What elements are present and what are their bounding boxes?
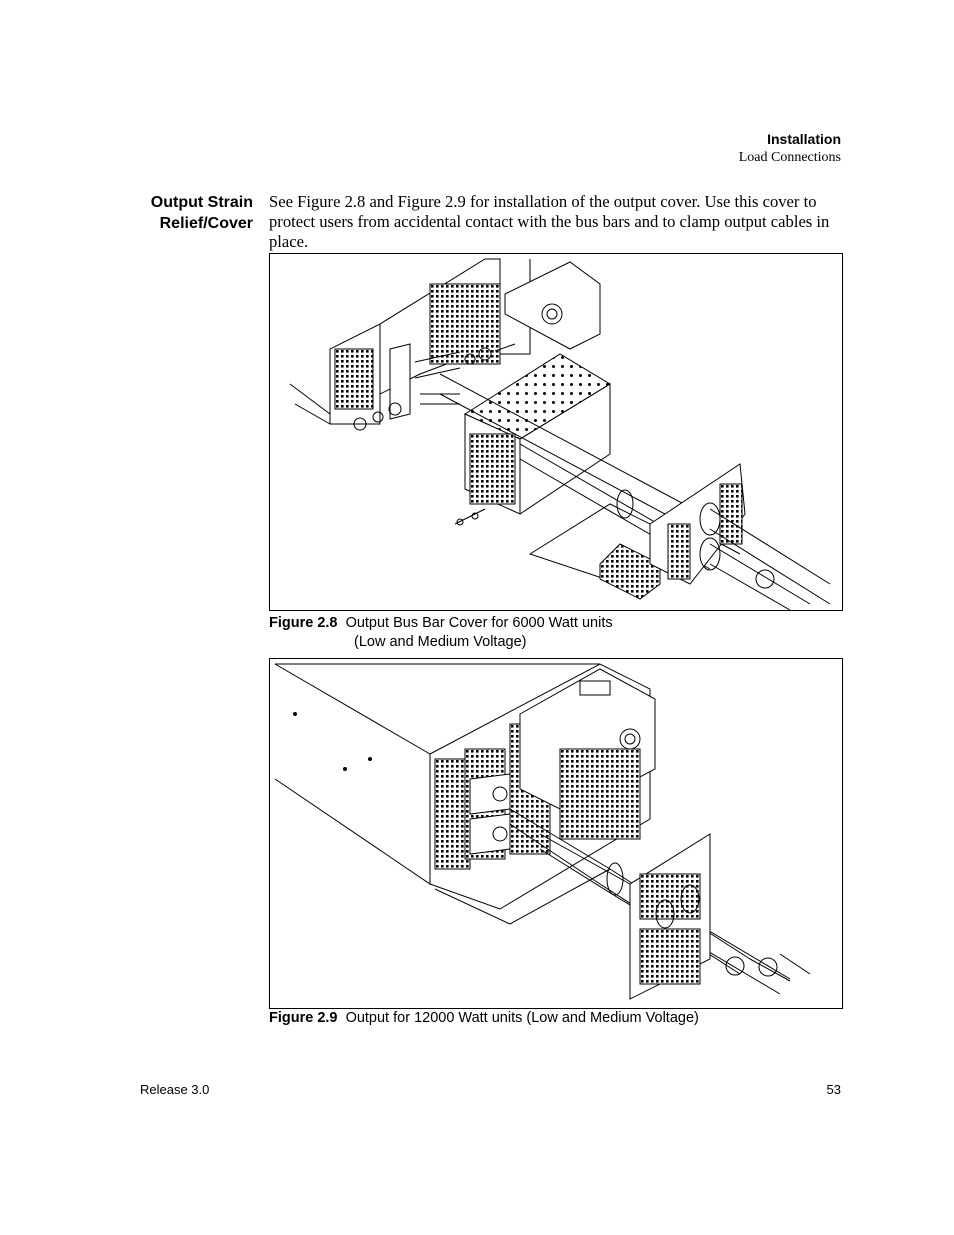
page-number: 53 xyxy=(826,1082,841,1097)
figure-2-8-caption-text: Output Bus Bar Cover for 6000 Watt units xyxy=(345,615,613,631)
bus-bar-cover-drawing xyxy=(270,254,842,610)
figure-2-8-caption-line2: (Low and Medium Voltage) xyxy=(354,634,527,650)
running-header-section: Installation xyxy=(767,131,841,147)
side-heading-line1: Output Strain xyxy=(150,194,253,211)
figure-2-9-illustration xyxy=(269,658,843,1009)
footer-release: Release 3.0 xyxy=(140,1082,210,1097)
running-header-subsection: Load Connections xyxy=(738,150,841,165)
figure-2-8-label: Figure 2.8 xyxy=(269,615,338,631)
side-heading-line2: Relief/Cover xyxy=(159,215,253,232)
body-paragraph: See Figure 2.8 and Figure 2.9 for installation of the output cover. Use this cover to protect users from accidental contact with the bus bars and to clamp output cables in place. xyxy=(269,192,830,251)
output-12000w-drawing xyxy=(270,659,842,1008)
figure-2-8-illustration xyxy=(269,253,843,611)
figure-2-9-caption-text: Output for 12000 Watt units (Low and Medium Voltage) xyxy=(345,1010,699,1026)
figure-2-8-caption xyxy=(269,614,613,633)
figure-2-9-caption xyxy=(269,1009,699,1028)
figure-2-9-label: Figure 2.9 xyxy=(269,1010,338,1026)
side-heading xyxy=(120,192,253,234)
